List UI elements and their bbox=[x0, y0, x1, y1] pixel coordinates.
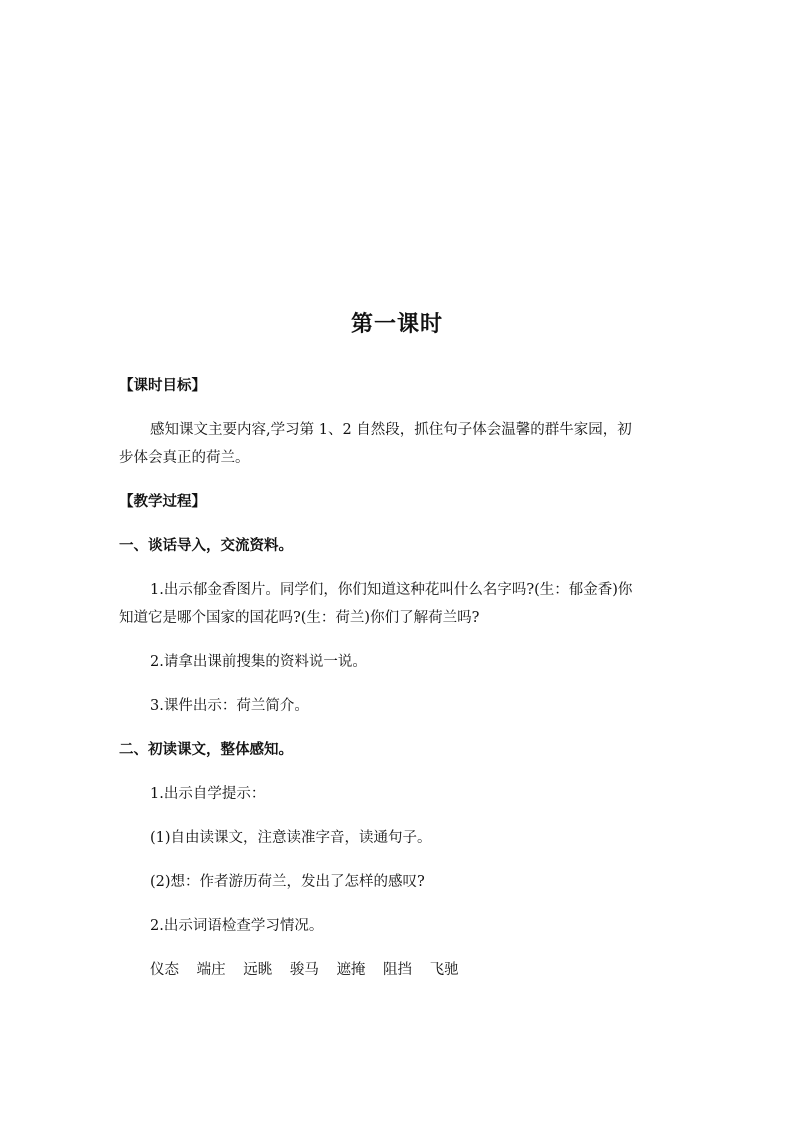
section-1-item-1-line-1: 1.出示郁金香图片。同学们，你们知道这种花叫什么名字吗?(生：郁金香)你 bbox=[150, 582, 633, 598]
page-title: 第一课时 bbox=[350, 312, 443, 337]
goals-paragraph bbox=[119, 416, 679, 472]
vocabulary-word: 仪态 bbox=[150, 962, 179, 978]
vocabulary-word: 远眺 bbox=[243, 962, 273, 978]
section-2-sub-2: (2)想：作者游历荷兰，发出了怎样的感叹? bbox=[150, 874, 425, 890]
section-1-item-3: 3.课件出示：荷兰简介。 bbox=[150, 698, 309, 714]
section-1-heading: 一、谈话导入，交流资料。 bbox=[119, 538, 293, 554]
process-heading: 【教学过程】 bbox=[119, 494, 206, 510]
section-1-item-1 bbox=[119, 576, 679, 632]
vocabulary-list bbox=[119, 956, 679, 984]
section-2-sub-1: (1)自由读课文，注意读准字音，读通句子。 bbox=[150, 830, 432, 846]
vocabulary-word: 飞驰 bbox=[429, 962, 459, 978]
goals-heading: 【课时目标】 bbox=[119, 378, 206, 394]
section-2-heading: 二、初读课文，整体感知。 bbox=[119, 742, 293, 758]
vocabulary-word: 端庄 bbox=[196, 962, 226, 978]
section-1-item-1-line-2: 知道它是哪个国家的国花吗?(生：荷兰)你们了解荷兰吗? bbox=[119, 610, 480, 626]
section-2-item-1: 1.出示自学提示： bbox=[150, 786, 266, 802]
section-2-item-2: 2.出示词语检查学习情况。 bbox=[150, 918, 324, 934]
goals-line-2: 步体会真正的荷兰。 bbox=[119, 450, 250, 466]
goals-line-1: 感知课文主要内容,学习第 1、2 自然段，抓住句子体会温馨的群牛家园，初 bbox=[150, 422, 632, 438]
section-1-item-2: 2.请拿出课前搜集的资料说一说。 bbox=[150, 654, 367, 670]
vocabulary-word: 遮掩 bbox=[336, 962, 366, 978]
document-body bbox=[119, 372, 679, 984]
vocabulary-word: 阻挡 bbox=[383, 962, 413, 978]
vocabulary-word: 骏马 bbox=[289, 962, 319, 978]
